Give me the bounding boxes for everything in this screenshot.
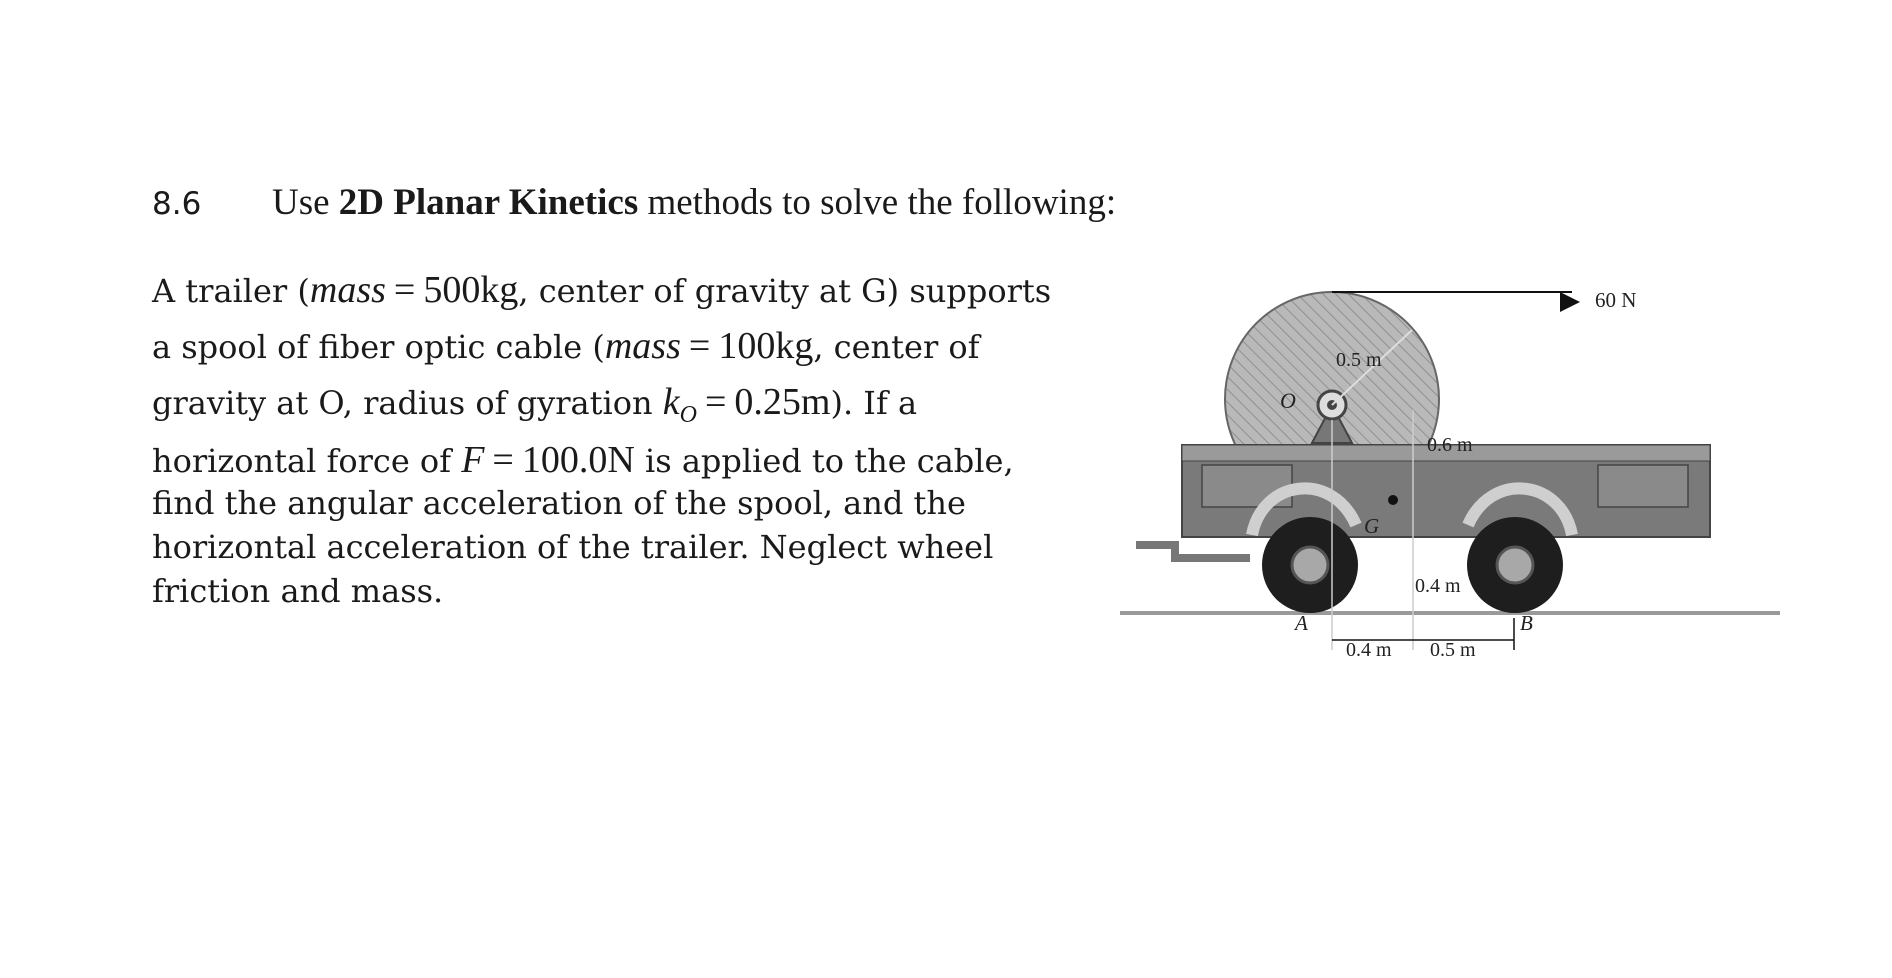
math-eq: = — [704, 381, 727, 423]
point-g-label: G — [1364, 514, 1380, 538]
center-of-gravity-marker — [1388, 495, 1398, 505]
point-o-label: O — [1280, 388, 1296, 413]
text: , center of — [813, 328, 980, 366]
math-val: 100.0N — [521, 439, 635, 481]
statement-line-6: horizontal acceleration of the trailer. Neglect wheel — [152, 528, 994, 566]
problem-header — [152, 181, 1116, 224]
math-eq: = — [393, 269, 416, 311]
math-val: 500kg — [423, 269, 519, 311]
text: a spool of fiber optic cable ( — [152, 328, 605, 366]
math-val: 0.25m — [734, 381, 831, 423]
force-label: 60 N — [1595, 288, 1637, 312]
point-b-label: B — [1520, 611, 1533, 635]
text: horizontal force of — [152, 442, 462, 480]
header-bold-method: 2D Planar Kinetics — [338, 182, 639, 223]
math-var: mass — [309, 269, 386, 311]
math-eq: = — [688, 325, 711, 367]
text: A trailer ( — [152, 272, 310, 310]
math-eq: = — [492, 439, 514, 481]
trailer-spool-figure — [1120, 270, 1780, 680]
trailer-hitch — [1136, 545, 1250, 558]
problem-number: 8.6 — [152, 186, 202, 222]
height-g-label: 0.4 m — [1415, 575, 1461, 597]
statement-line-2 — [152, 324, 1092, 380]
math-val: 100kg — [718, 325, 814, 367]
spool-radius-label: 0.5 m — [1336, 349, 1382, 371]
header-intro: Use — [272, 182, 339, 223]
wheel-b-rim — [1497, 547, 1533, 583]
text: gravity at O, radius of gyration — [152, 384, 663, 422]
problem-statement — [152, 268, 1092, 616]
dist-b-label: 0.5 m — [1430, 639, 1476, 661]
math-gyration — [662, 381, 831, 428]
text: is applied to the cable, — [634, 442, 1014, 480]
math-force — [461, 439, 635, 481]
text: ). If a — [830, 384, 918, 422]
math-spool-mass — [605, 325, 813, 367]
wheel-a-rim — [1292, 547, 1328, 583]
dist-a-label: 0.4 m — [1346, 639, 1392, 661]
height-o-label: 0.6 m — [1427, 434, 1473, 456]
statement-line-1 — [152, 268, 1092, 324]
math-sub: O — [679, 402, 697, 428]
text: , center of gravity at G) supports — [518, 272, 1052, 310]
math-var: k — [662, 381, 680, 423]
tool-box-right — [1598, 465, 1688, 507]
math-var: mass — [604, 325, 681, 367]
math-var: F — [461, 439, 485, 481]
statement-line-7: friction and mass. — [152, 572, 444, 610]
statement-line-4 — [152, 438, 1092, 484]
point-a-label: A — [1295, 611, 1308, 635]
math-trailer-mass — [310, 269, 518, 311]
header-rest: methods to solve the following: — [638, 182, 1117, 223]
statement-line-3 — [152, 380, 1092, 438]
statement-line-5: find the angular acceleration of the spool, and the — [152, 484, 966, 522]
